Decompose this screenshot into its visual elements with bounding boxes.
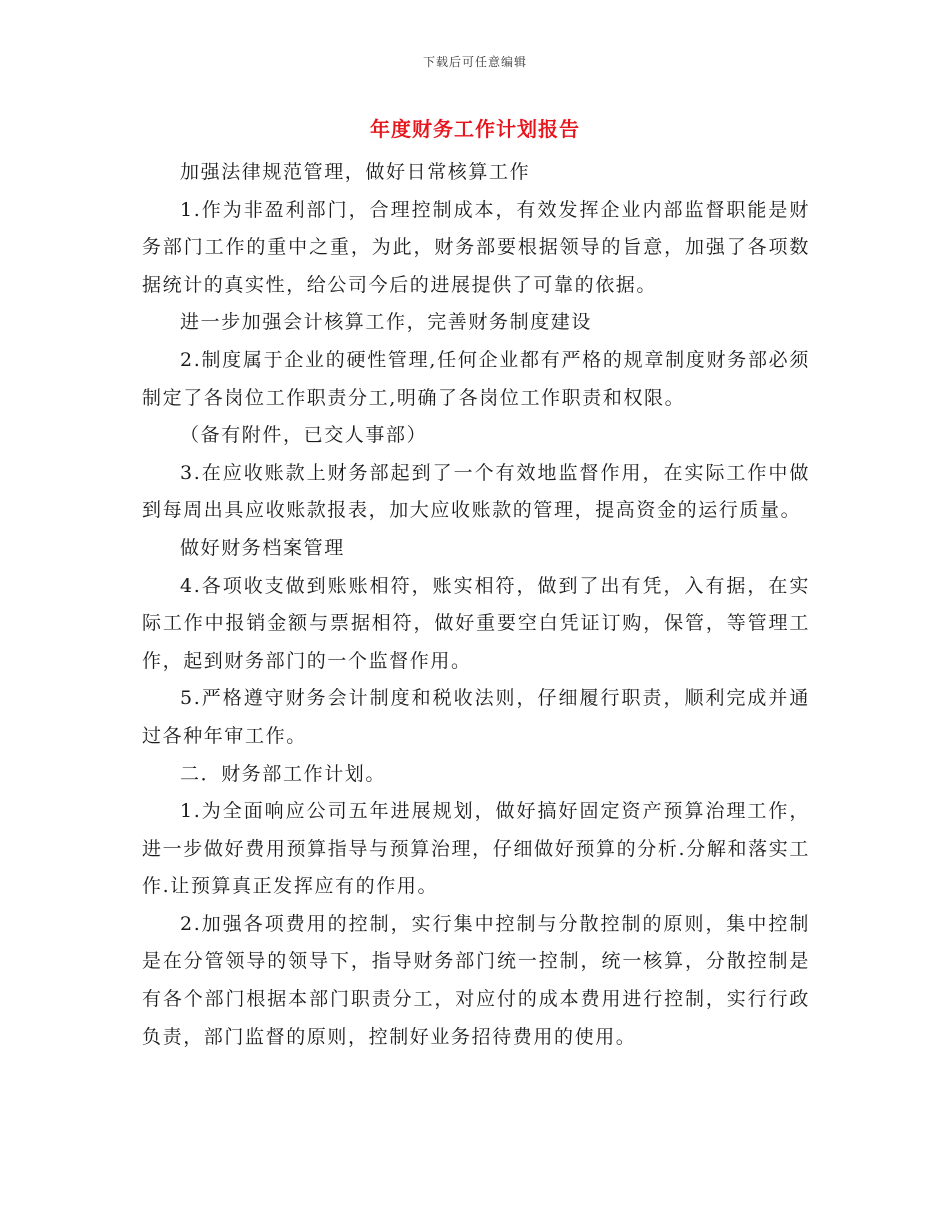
paragraph: 进一步加强会计核算工作，完善财务制度建设 <box>180 311 593 334</box>
paragraph: 二．财务部工作计划。 <box>180 762 387 785</box>
paragraph: 3.在应收账款上财务部起到了一个有效地监督作用，在实际工作中做到每周出具应收账款报表，加大应收账款的管理，提高资金的运行质量。 <box>142 461 810 522</box>
paragraph: 1.作为非盈利部门，合理控制成本，有效发挥企业内部监督职能是财务部门工作的重中之重，为此，财务部要根据领导的旨意，加强了各项数据统计的真实性，给公司今后的进展提供了可靠的依据。 <box>142 198 810 296</box>
header-note: 下载后可任意编辑 <box>422 55 527 69</box>
paragraph: 加强法律规范管理，做好日常核算工作 <box>180 161 531 183</box>
paragraph: 做好财务档案管理 <box>180 536 345 559</box>
paragraph: 2.制度属于企业的硬性管理,任何企业都有严格的规章制度财务部必须制定了各岗位工作职责分工,明确了各岗位工作职责和权限。 <box>142 348 810 409</box>
paragraph: 1.为全面响应公司五年进展规划，做好搞好固定资产预算治理工作，进一步做好费用预算指导与预算治理，仔细做好预算的分析.分解和落实工作.让预算真正发挥应有的作用。 <box>142 800 810 898</box>
document-title: 年度财务工作计划报告 <box>370 117 580 141</box>
document-body <box>142 154 810 1056</box>
paragraph: 4.各项收支做到账账相符，账实相符，做到了出有凭，入有据，在实际工作中报销金额与票据相符，做好重要空白凭证订购，保管，等管理工作，起到财务部门的一个监督作用。 <box>142 574 810 672</box>
paragraph: （备有附件，已交人事部） <box>180 424 428 447</box>
paragraph: 2.加强各项费用的控制，实行集中控制与分散控制的原则，集中控制是在分管领导的领导下，指导财务部门统一控制，统一核算，分散控制是有各个部门根据本部门职责分工，对应付的成本费用进行控制，实行行政负责，部门监督的原则，控制好业务招待费用的使用。 <box>142 912 810 1048</box>
paragraph: 5.严格遵守财务会计制度和税收法则，仔细履行职责，顺利完成并通过各种年审工作。 <box>142 687 810 747</box>
